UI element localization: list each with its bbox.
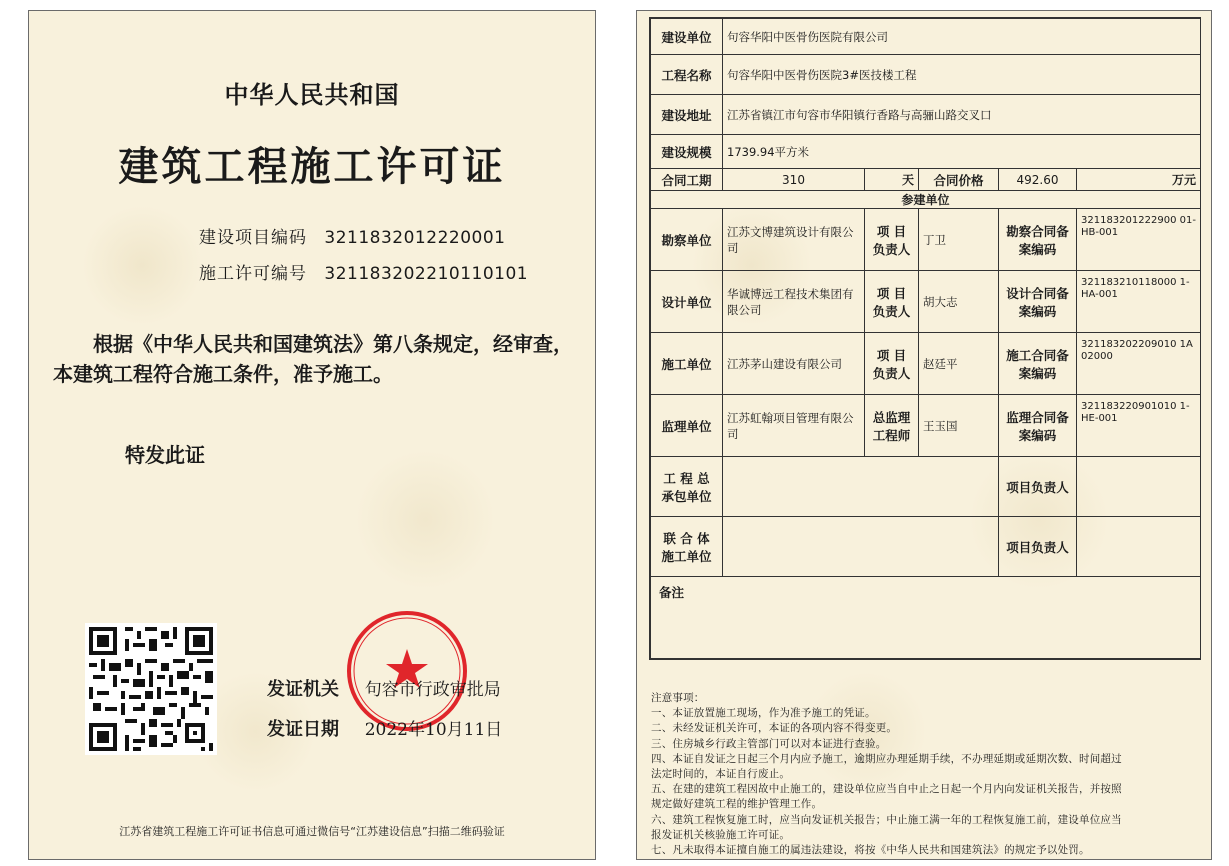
issuer-label: 发证机关 (267, 679, 339, 700)
verification-footnote: 江苏省建筑工程施工许可证书信息可通过微信号“江苏建设信息”扫描二维码验证 (119, 825, 505, 838)
issuer-row (267, 675, 501, 701)
participant-company: 江苏文博建筑设计有限公司 (723, 209, 865, 271)
participant-person: 丁卫 (919, 209, 999, 271)
legal-statement: 根据《中华人民共和国建筑法》第八条规定，经审查，本建筑工程符合施工条件，准予施工。 (53, 332, 573, 386)
participant-row (651, 271, 1201, 333)
participant-record-label: 监理合同备案编码 (999, 395, 1077, 457)
note-line: 七、凡未取得本证擅自施工的属违法建设，将按《中华人民共和国建筑法》的规定予以处罚。 (651, 844, 1090, 857)
special-issue-text: 特发此证 (125, 443, 205, 467)
note-line: 五、在建的建筑工程因故中止施工的，建设单位应当自中止之日起一个月内向发证机关报告，并按照 (651, 783, 1122, 796)
participants-header: 参建单位 (651, 191, 1201, 209)
project-name-label: 工程名称 (651, 55, 723, 95)
period-label: 合同工期 (651, 169, 723, 191)
gc-person-label: 项目负责人 (999, 457, 1077, 517)
note-line: 四、本证自发证之日起三个月内应予施工，逾期应办理延期手续，不办理延期或延期次数、时间超过 (651, 752, 1122, 765)
participant-person: 胡大志 (919, 271, 999, 333)
joint-person-label: 项目负责人 (999, 517, 1077, 577)
price-value: 492.60 (999, 169, 1077, 191)
note-line: 三、住房城乡行政主管部门可以对本证进行查验。 (651, 737, 887, 750)
period-value: 310 (723, 169, 865, 191)
participant-person: 王玉国 (919, 395, 999, 457)
participant-record: 321183201222900 01-HB-001 (1077, 209, 1201, 271)
address-value: 江苏省镇江市句容市华阳镇行香路与高骊山路交叉口 (723, 95, 1201, 135)
note-line: 规定做好建筑工程的维护管理工作。 (651, 798, 823, 811)
note-line: 二、未经发证机关许可，本证的各项内容不得变更。 (651, 722, 898, 735)
participant-person-label: 项 目 负责人 (865, 209, 919, 271)
certificate-front-page (28, 10, 596, 860)
participant-record-label: 勘察合同备案编码 (999, 209, 1077, 271)
qr-code-icon (85, 623, 217, 755)
participant-role: 设计单位 (651, 271, 723, 333)
participant-row (651, 333, 1201, 395)
scale-label: 建设规模 (651, 135, 723, 169)
project-code-row (199, 223, 505, 248)
note-line: 一、本证放置施工现场，作为准予施工的凭证。 (651, 707, 876, 720)
detail-table (649, 17, 1201, 660)
price-label: 合同价格 (919, 169, 999, 191)
participant-row (651, 395, 1201, 457)
notes-section (651, 691, 1199, 858)
participant-role: 勘察单位 (651, 209, 723, 271)
participant-person-label: 总监理工程师 (865, 395, 919, 457)
issue-date-row (267, 715, 502, 741)
remarks-label: 备注 (651, 577, 1201, 659)
scale-value: 1739.94平方米 (723, 135, 1201, 169)
general-contractor-value (723, 457, 999, 517)
notes-title: 注意事项： (651, 692, 705, 704)
price-unit: 万元 (1077, 169, 1201, 191)
period-unit: 天 (865, 169, 919, 191)
joint-person-value (1077, 517, 1201, 577)
participant-person-label: 项 目 负责人 (865, 333, 919, 395)
joint-unit-value (723, 517, 999, 577)
participant-role: 施工单位 (651, 333, 723, 395)
participant-row (651, 209, 1201, 271)
permit-number-row (199, 259, 528, 284)
build-unit-value: 句容华阳中医骨伤医院有限公司 (723, 19, 1201, 55)
project-code-value: 3211832012220001 (324, 228, 506, 248)
build-unit-label: 建设单位 (651, 19, 723, 55)
note-line: 报发证机关核验施工许可证。 (651, 828, 791, 841)
certificate-title: 建筑工程施工许可证 (118, 143, 506, 190)
address-label: 建设地址 (651, 95, 723, 135)
participant-record-label: 施工合同备案编码 (999, 333, 1077, 395)
permit-number-label: 施工许可编号 (199, 264, 307, 284)
participant-role: 监理单位 (651, 395, 723, 457)
participant-record: 321183220901010 1-HE-001 (1077, 395, 1201, 457)
participant-company: 华诚博远工程技术集团有限公司 (723, 271, 865, 333)
issue-date-label: 发证日期 (267, 719, 339, 740)
note-line: 法定时间的，本证自行废止。 (651, 768, 791, 781)
project-name-value: 句容华阳中医骨伤医院3#医技楼工程 (723, 55, 1201, 95)
participant-person: 赵廷平 (919, 333, 999, 395)
participant-company: 江苏茅山建设有限公司 (723, 333, 865, 395)
issue-date-value: 2022年10月11日 (364, 720, 503, 740)
general-contractor-label: 工 程 总 承包单位 (651, 457, 723, 517)
participant-record: 321183202209010 1A02000 (1077, 333, 1201, 395)
gc-person-value (1077, 457, 1201, 517)
issuer-value: 句容市行政审批局 (364, 680, 501, 700)
note-line: 六、建筑工程恢复施工时，应当向发证机关报告；中止施工满一年的工程恢复施工前，建设单位应当 (651, 813, 1122, 826)
participant-record: 321183210118000 1-HA-001 (1077, 271, 1201, 333)
certificate-detail-page (636, 10, 1212, 860)
country-title: 中华人民共和国 (224, 80, 400, 109)
participant-record-label: 设计合同备案编码 (999, 271, 1077, 333)
participant-person-label: 项 目 负责人 (865, 271, 919, 333)
participant-company: 江苏虹翰项目管理有限公司 (723, 395, 865, 457)
joint-unit-label: 联 合 体 施工单位 (651, 517, 723, 577)
permit-number-value: 321183202210110101 (324, 264, 529, 284)
project-code-label: 建设项目编码 (199, 228, 307, 248)
